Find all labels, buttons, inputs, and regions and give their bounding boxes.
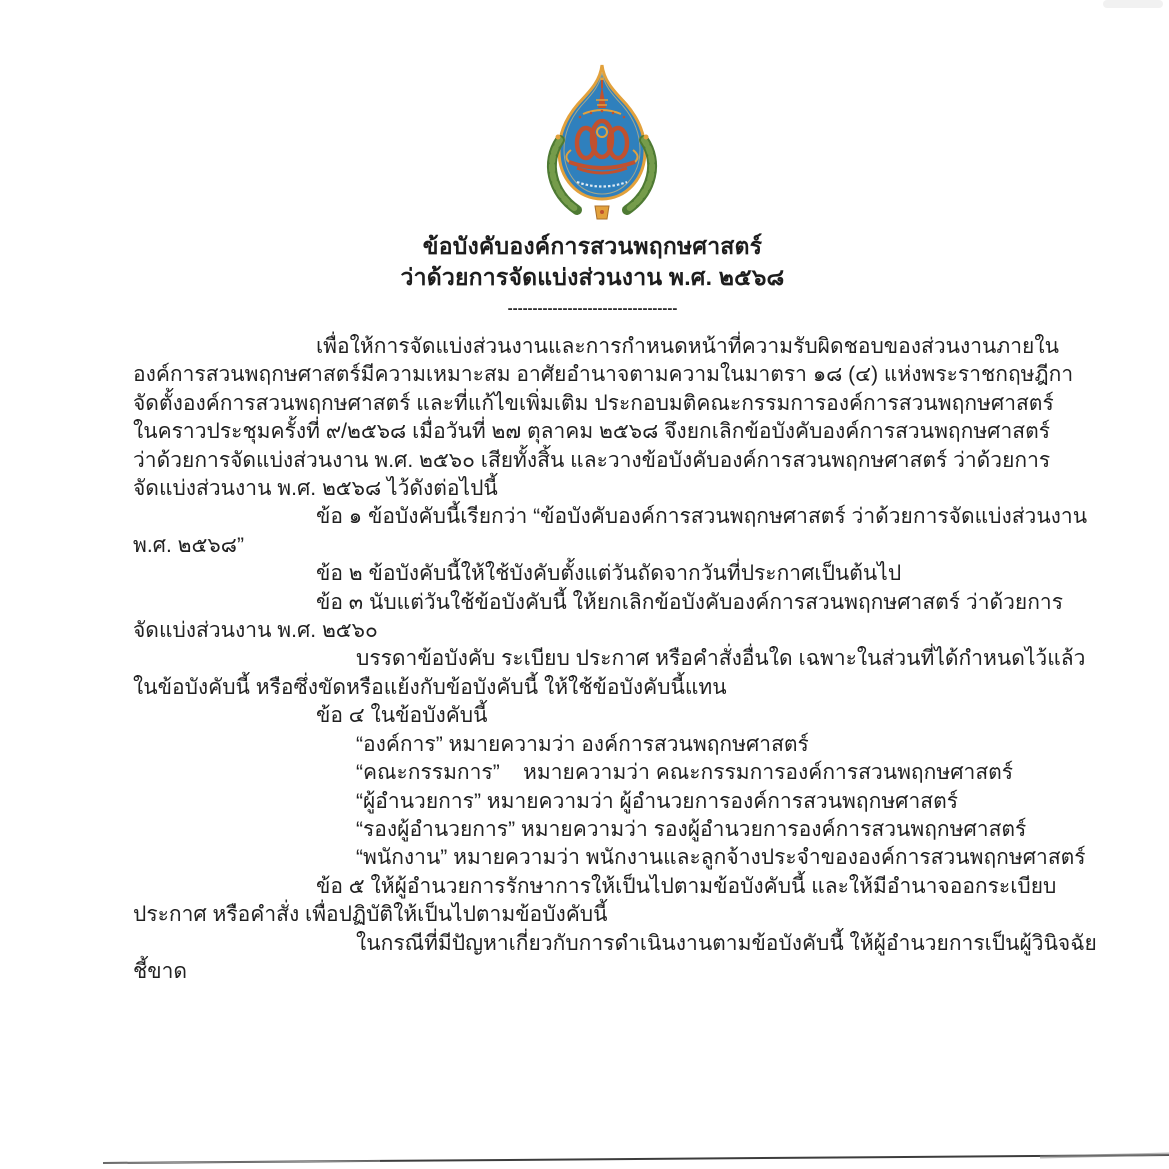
body-line: จัดแบ่งส่วนงาน พ.ศ. ๒๕๖๐ (133, 619, 378, 643)
body-line: “พนักงาน” หมายความว่า พนักงานและลูกจ้างประจำขององค์การสวนพฤกษศาสตร์ (356, 846, 1086, 870)
body-line: จัดแบ่งส่วนงาน พ.ศ. ๒๕๖๘ ไว้ดังต่อไปนี้ (133, 477, 498, 501)
body-line: “รองผู้อำนวยการ” หมายความว่า รองผู้อำนวยการองค์การสวนพฤกษศาสตร์ (356, 817, 1027, 841)
body-line: ข้อ ๑ ข้อบังคับนี้เรียกว่า “ข้อบังคับองค์การสวนพฤกษศาสตร์ ว่าด้วยการจัดแบ่งส่วนงาน (316, 505, 1088, 529)
body-line: ข้อ ๓ นับแต่วันใช้ข้อบังคับนี้ ให้ยกเลิกข้อบังคับองค์การสวนพฤกษศาสตร์ ว่าด้วยการ (316, 590, 1064, 614)
body-line: ในข้อบังคับนี้ หรือซึ่งขัดหรือแย้งกับข้อบังคับนี้ ให้ใช้ข้อบังคับนี้แทน (133, 675, 727, 699)
document-title-line1: ข้อบังคับองค์การสวนพฤกษศาสตร์ (422, 233, 763, 259)
document-body (133, 333, 1097, 986)
body-line: เพื่อให้การจัดแบ่งส่วนงานและการกำหนดหน้าที่ความรับผิดชอบของส่วนงานภายใน (316, 335, 1059, 358)
body-line: จัดตั้งองค์การสวนพฤกษศาสตร์ และที่แก้ไขเพิ่มเติม ประกอบมติคณะกรรมการองค์การสวนพฤกษศาสตร์ (133, 391, 1054, 415)
body-line: ข้อ ๕ ให้ผู้อำนวยการรักษาการให้เป็นไปตามข้อบังคับนี้ และให้มีอำนาจออกระเบียบ (316, 874, 1057, 898)
body-line: “ผู้อำนวยการ” หมายความว่า ผู้อำนวยการองค์การสวนพฤกษศาสตร์ (356, 789, 959, 813)
scan-smudge (1103, 0, 1163, 8)
body-line: ว่าด้วยการจัดแบ่งส่วนงาน พ.ศ. ๒๕๖๐ เสียทั้งสิ้น และวางข้อบังคับองค์การสวนพฤกษศาสตร์ ว่าด้วยการ (133, 448, 1051, 472)
body-line: บรรดาข้อบังคับ ระเบียบ ประกาศ หรือคำสั่งอื่นใด เฉพาะในส่วนที่ได้กำหนดไว้แล้ว (356, 647, 1086, 671)
body-line: ประกาศ หรือคำสั่ง เพื่อปฏิบัติให้เป็นไปตามข้อบังคับนี้ (133, 903, 608, 927)
document-header (0, 231, 1169, 316)
body-line: ในคราวประชุมครั้งที่ ๙/๒๕๖๘ เมื่อวันที่ ๒๗ ตุลาคม ๒๕๖๘ จึงยกเลิกข้อบังคับองค์การสวนพฤกษศาสตร์ (133, 420, 1051, 444)
body-line: “คณะกรรมการ” หมายความว่า คณะกรรมการองค์การสวนพฤกษศาสตร์ (356, 761, 1014, 785)
title-divider-rule: ---------------------------------- (507, 300, 678, 317)
body-line: ในกรณีที่มีปัญหาเกี่ยวกับการดำเนินงานตามข้อบังคับนี้ ให้ผู้อำนวยการเป็นผู้วินิจฉัย (356, 931, 1097, 955)
body-line: พ.ศ. ๒๕๖๘” (133, 533, 244, 557)
document-title-line2: ว่าด้วยการจัดแบ่งส่วนงาน พ.ศ. ๒๕๖๘ (400, 264, 785, 290)
body-line: ข้อ ๔ ในข้อบังคับนี้ (316, 704, 488, 728)
body-line: ชี้ขาด (133, 959, 188, 983)
body-line: “องค์การ” หมายความว่า องค์การสวนพฤกษศาสตร์ (356, 732, 809, 756)
body-line: องค์การสวนพฤกษศาสตร์มีความเหมาะสม อาศัยอำนาจตามความในมาตรา ๑๘ (๔) แห่งพระราชกฤษฎีกา (133, 363, 1074, 387)
organization-emblem-icon (527, 62, 677, 222)
body-line: ข้อ ๒ ข้อบังคับนี้ให้ใช้บังคับตั้งแต่วันถัดจากวันที่ประกาศเป็นต้นไป (316, 562, 902, 586)
